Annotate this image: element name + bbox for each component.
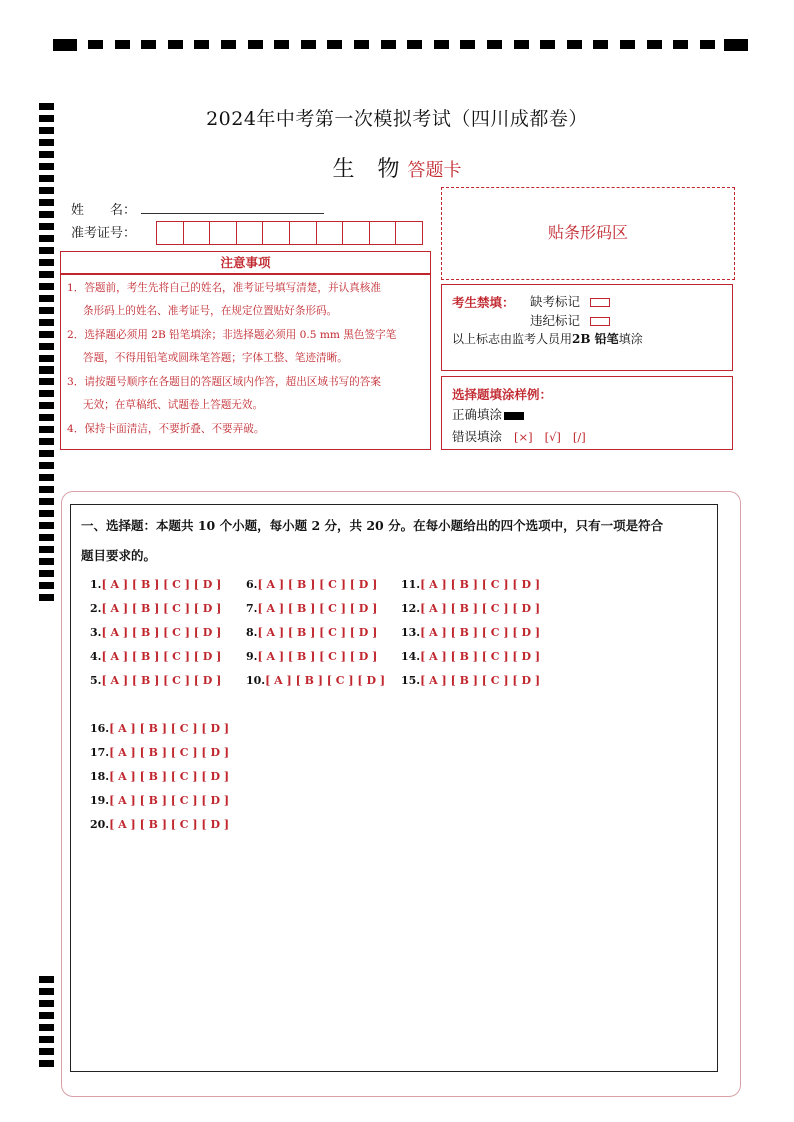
id-digit-box[interactable] [317,222,344,244]
question-row[interactable] [401,578,540,591]
timing-mark [381,40,396,49]
timing-mark [39,402,54,409]
timing-mark [39,522,54,529]
timing-mark [540,40,555,49]
answer-options[interactable]: [ A ] [ B ] [ C ] [ D ] [257,578,378,591]
timing-mark [39,187,54,194]
fill-example-box [441,376,733,450]
timing-mark [194,40,209,49]
prohibited-note [452,330,643,347]
id-digit-box[interactable] [370,222,397,244]
timing-mark [274,40,289,49]
timing-mark [39,976,54,983]
question-number: 13. [401,626,421,639]
id-digit-box[interactable] [237,222,264,244]
question-row[interactable] [246,650,377,663]
question-row[interactable] [246,602,377,615]
timing-mark [39,1036,54,1043]
answer-options[interactable]: [ A ] [ B ] [ C ] [ D ] [109,794,230,807]
timing-mark [39,199,54,206]
absent-mark-row [530,292,610,310]
answer-options[interactable]: [ A ] [ B ] [ C ] [ D ] [257,602,378,615]
question-row[interactable] [401,650,540,663]
id-digit-box[interactable] [157,222,184,244]
answer-options[interactable]: [ A ] [ B ] [ C ] [ D ] [420,674,541,687]
timing-mark [434,40,449,49]
timing-mark [39,223,54,230]
prohibited-note-suffix: 填涂 [618,332,643,346]
timing-mark [673,40,688,49]
id-digit-box[interactable] [263,222,290,244]
timing-mark [39,139,54,146]
timing-mark [514,40,529,49]
question-number: 15. [401,674,421,687]
timing-mark [39,378,54,385]
timing-mark [647,40,662,49]
question-number: 4. [90,650,102,663]
answer-options[interactable]: [ A ] [ B ] [ C ] [ D ] [257,626,378,639]
answer-options[interactable]: [ A ] [ B ] [ C ] [ D ] [101,626,222,639]
notice-item: 3．请按题号顺序在各题目的答题区域内作答，超出区域书写的答案 [67,376,381,388]
timing-mark [39,450,54,457]
answer-options[interactable]: [ A ] [ B ] [ C ] [ D ] [101,674,222,687]
question-number: 9. [246,650,258,663]
question-number: 5. [90,674,102,687]
prohibited-note-bold: 2B 铅笔 [572,332,619,346]
question-number: 19. [90,794,110,807]
timing-mark [39,366,54,373]
prohibited-note-prefix: 以上标志由监考人员用 [452,332,573,346]
timing-mark [39,486,54,493]
timing-mark [221,40,236,49]
timing-mark [39,988,54,995]
timing-mark [354,40,369,49]
answer-options[interactable]: [ A ] [ B ] [ C ] [ D ] [109,818,230,831]
wrong-mark-3: [/] [572,430,586,444]
question-number: 6. [246,578,258,591]
question-number: 16. [90,722,110,735]
timing-mark [700,40,715,49]
question-row[interactable] [90,746,229,759]
notice-item: 1．答题前，考生先将自己的姓名，准考证号填写清楚，并认真核准 [67,282,381,294]
name-field[interactable] [141,213,324,214]
question-row[interactable] [90,794,229,807]
answer-options[interactable]: [ A ] [ B ] [ C ] [ D ] [420,626,541,639]
question-number: 10. [246,674,266,687]
id-digit-box[interactable] [210,222,237,244]
timing-mark [39,307,54,314]
id-digit-box[interactable] [396,222,422,244]
timing-mark [39,295,54,302]
timing-mark [39,331,54,338]
timing-mark [115,40,130,49]
violation-mark-label: 违纪标记 [530,313,581,328]
timing-mark [39,426,54,433]
barcode-area: 贴条形码区 [441,187,735,280]
timing-mark [39,259,54,266]
question-row[interactable] [90,770,229,783]
question-row[interactable] [246,626,377,639]
id-digit-box[interactable] [184,222,211,244]
question-row[interactable] [90,578,221,591]
question-row[interactable] [401,602,540,615]
timing-mark [39,211,54,218]
answer-options[interactable]: [ A ] [ B ] [ C ] [ D ] [109,722,230,735]
timing-mark [39,1000,54,1007]
question-row[interactable] [401,626,540,639]
notice-item: 4．保持卡面清洁，不要折叠、不要弄破。 [67,423,265,435]
question-number: 11. [401,578,421,591]
question-number: 7. [246,602,258,615]
question-number: 14. [401,650,421,663]
timing-mark [39,355,54,362]
question-row[interactable] [246,578,377,591]
question-number: 20. [90,818,110,831]
answer-options[interactable]: [ A ] [ B ] [ C ] [ D ] [420,650,541,663]
timing-mark [39,271,54,278]
timing-mark [301,40,316,49]
answer-options[interactable]: [ A ] [ B ] [ C ] [ D ] [101,578,222,591]
card-label: 答题卡 [407,160,462,181]
timing-mark [39,390,54,397]
timing-mark [39,498,54,505]
answer-options[interactable]: [ A ] [ B ] [ C ] [ D ] [109,746,230,759]
timing-mark [620,40,635,49]
question-row[interactable] [90,602,221,615]
notice-item: 无效；在草稿纸、试题卷上答题无效。 [83,399,264,411]
violation-mark-row [530,311,610,329]
notice-box [60,274,431,450]
section1-instruction: 一、选择题：本题共 10 个小题，每小题 2 分，共 20 分。在每小题给出的四个选项中，只有一项是符合 [81,518,664,533]
timing-mark [39,462,54,469]
subject-name: 生 物 [332,157,408,182]
timing-mark [39,235,54,242]
timing-mark [460,40,475,49]
timing-mark [39,534,54,541]
timing-mark [407,40,422,49]
timing-mark [39,594,54,601]
notice-item: 条形码上的姓名、准考证号，在规定位置贴好条形码。 [83,305,338,317]
wrong-fill-label: 错误填涂 [452,429,503,444]
subject-heading [0,152,794,183]
question-number: 18. [90,770,110,783]
question-row[interactable] [401,674,540,687]
timing-mark [39,414,54,421]
timing-mark [327,40,342,49]
answer-options[interactable]: [ A ] [ B ] [ C ] [ D ] [257,650,378,663]
timing-mark [39,1012,54,1019]
timing-mark [487,40,502,49]
timing-mark [724,39,748,51]
timing-mark [39,558,54,565]
name-label: 姓 名： [71,203,137,218]
id-label: 准考证号： [71,226,137,241]
exam-title: 2024年中考第一次模拟考试（四川成都卷） [206,108,588,130]
answer-options[interactable]: [ A ] [ B ] [ C ] [ D ] [101,650,222,663]
timing-mark [88,40,103,49]
absent-mark-label: 缺考标记 [530,294,581,309]
answer-options[interactable]: [ A ] [ B ] [ C ] [ D ] [420,578,541,591]
wrong-fill-row [452,427,586,445]
notice-item: 答题，不得用铅笔或圆珠笔答题；字体工整、笔迹清晰。 [83,352,348,364]
timing-mark [39,510,54,517]
timing-mark [39,1024,54,1031]
question-number: 17. [90,746,110,759]
timing-mark [168,40,183,49]
wrong-mark-1: [×] [514,430,533,444]
timing-mark [141,40,156,49]
answer-options[interactable]: [ A ] [ B ] [ C ] [ D ] [265,674,386,687]
timing-mark [53,39,77,51]
timing-mark [39,343,54,350]
question-number: 12. [401,602,421,615]
timing-mark [39,283,54,290]
timing-mark [39,438,54,445]
timing-mark [39,1048,54,1055]
timing-mark [39,247,54,254]
timing-mark [39,1060,54,1067]
question-number: 1. [90,578,102,591]
violation-mark-box[interactable] [590,317,610,326]
notice-item: 2．选择题必须用 2B 铅笔填涂；非选择题必须用 0.5 mm 黑色签字笔 [67,329,397,341]
answer-options[interactable]: [ A ] [ B ] [ C ] [ D ] [109,770,230,783]
prohibited-heading: 考生禁填： [452,295,515,310]
timing-mark [39,582,54,589]
id-number-boxes[interactable] [156,221,423,245]
notice-heading: 注意事项 [60,251,431,274]
section1-instruction-cont: 题目要求的。 [81,548,157,563]
timing-mark [567,40,582,49]
wrong-mark-2: [√] [544,430,561,444]
timing-mark [39,319,54,326]
timing-mark [39,570,54,577]
question-number: 3. [90,626,102,639]
absent-mark-box[interactable] [590,298,610,307]
question-number: 8. [246,626,258,639]
timing-mark [39,546,54,553]
id-digit-box[interactable] [290,222,317,244]
answer-options[interactable]: [ A ] [ B ] [ C ] [ D ] [101,602,222,615]
answer-options[interactable]: [ A ] [ B ] [ C ] [ D ] [420,602,541,615]
prohibited-box [441,284,733,371]
question-row[interactable] [90,818,229,831]
question-row[interactable] [246,674,385,687]
question-row[interactable] [90,650,221,663]
timing-mark [39,474,54,481]
fill-example-heading: 选择题填涂样例： [452,387,553,402]
id-digit-box[interactable] [343,222,370,244]
correct-fill-row [452,405,524,423]
timing-mark [248,40,263,49]
question-row[interactable] [90,722,229,735]
filled-example-mark [504,412,524,420]
question-row[interactable] [90,626,221,639]
question-number: 2. [90,602,102,615]
correct-fill-label: 正确填涂 [452,407,503,422]
timing-mark [593,40,608,49]
question-row[interactable] [90,674,221,687]
